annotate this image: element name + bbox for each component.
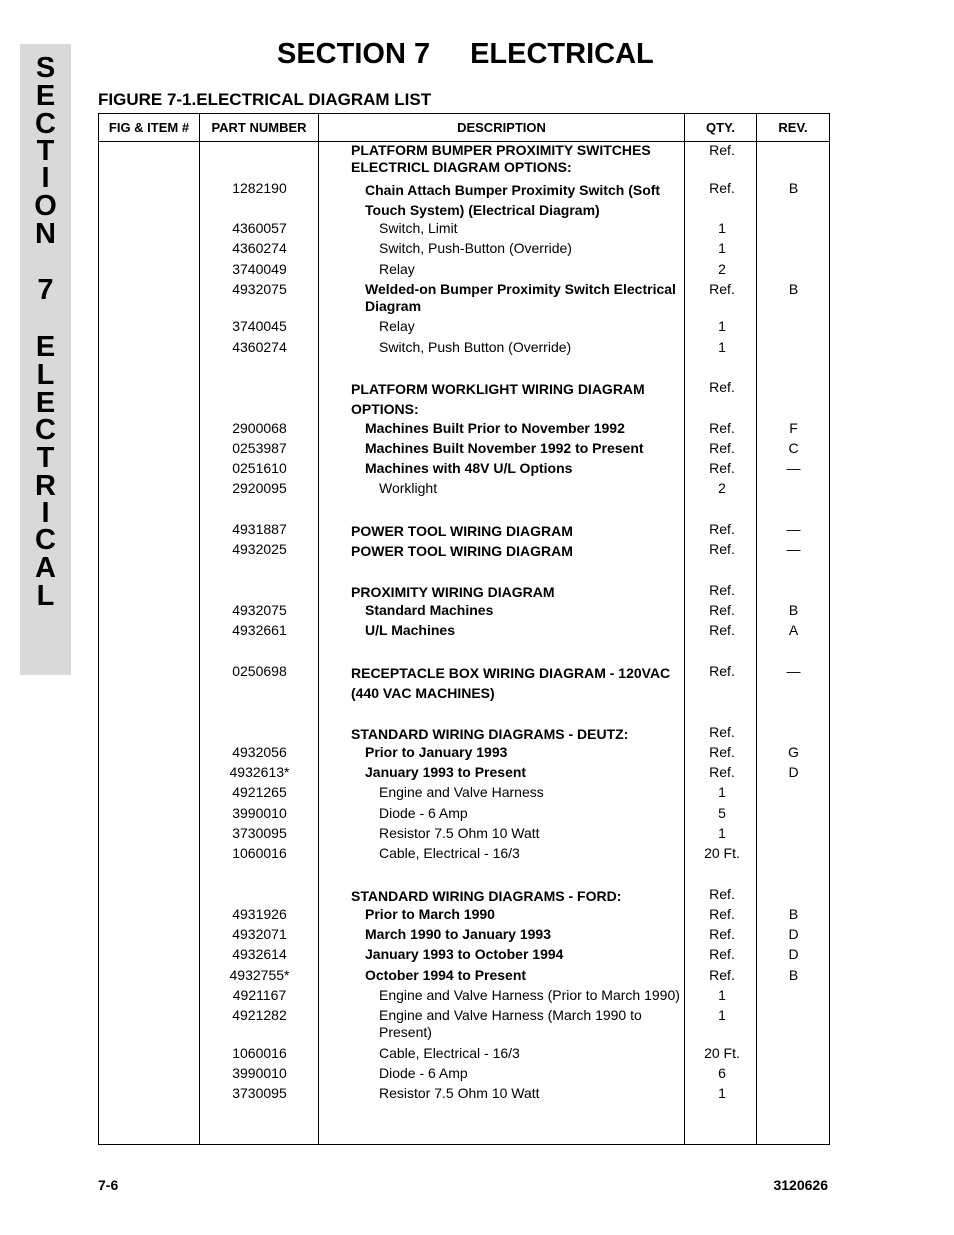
description-cell: Diode - 6 Amp [379,805,468,821]
qty-cell: Ref. [709,946,735,962]
section-side-tab [20,44,71,675]
side-tab-letter: O [34,190,57,222]
description-cell: Prior to March 1990 [365,906,495,922]
side-tab-letter: I [41,497,50,529]
part-number-cell: 1060016 [232,1045,287,1061]
part-number-cell: 4932613* [229,764,290,780]
qty-cell: Ref. [709,582,735,598]
description-cell: PROXIMITY WIRING DIAGRAM [351,584,555,600]
part-number-cell: 4931887 [232,521,287,537]
description-cell: Welded-on Bumper Proximity Switch Electrical Diagram [365,281,676,314]
side-tab-letter: E [35,387,56,419]
qty-cell: 1 [718,1085,726,1101]
part-number-cell: 0250698 [232,663,287,679]
part-number-cell: 3740045 [232,318,287,334]
description-cell: Resistor 7.5 Ohm 10 Watt [379,1085,540,1101]
qty-cell: Ref. [709,744,735,760]
description-cell: Switch, Limit [379,220,458,236]
page-title [277,38,654,71]
qty-cell: Ref. [709,142,735,158]
part-number-cell: 4932755* [229,967,290,983]
qty-cell: Ref. [709,663,735,679]
part-number-cell: 3990010 [232,1065,287,1081]
part-number-cell: 4931926 [232,906,287,922]
figure-title: FIGURE 7-1.ELECTRICAL DIAGRAM LIST [98,90,432,109]
description-cell: Machines Built Prior to November 1992 [365,420,625,436]
rev-cell: D [788,946,799,962]
side-tab-letter: C [35,524,56,556]
rev-cell: D [788,764,799,780]
description-cell: March 1990 to January 1993 [365,926,551,942]
qty-cell: Ref. [709,440,735,456]
qty-cell: Ref. [709,460,735,476]
qty-cell: Ref. [709,602,735,618]
qty-cell: 1 [718,825,726,841]
rev-cell: — [786,663,801,679]
part-number-cell: 3740049 [232,261,287,277]
description-cell: Prior to January 1993 [365,744,508,760]
part-number-cell: 4932661 [232,622,287,638]
rev-cell: — [786,521,801,537]
description-cell: Machines Built November 1992 to Present [365,440,644,456]
part-number-cell: 4932056 [232,744,287,760]
qty-cell: Ref. [709,521,735,537]
qty-cell: Ref. [709,967,735,983]
description-cell: Resistor 7.5 Ohm 10 Watt [379,825,540,841]
description-cell: POWER TOOL WIRING DIAGRAM [351,543,573,559]
part-number-cell: 3730095 [232,1085,287,1101]
rev-cell: F [789,420,798,436]
description-cell: Cable, Electrical - 16/3 [379,845,520,861]
column-header-part-number: PART NUMBER [211,120,307,135]
column-header-rev: REV. [778,120,808,135]
column-header-qty: QTY. [706,120,735,135]
description-cell: Diode - 6 Amp [379,1065,468,1081]
description-cell: January 1993 to October 1994 [365,946,564,962]
side-tab-letter: 7 [37,274,54,306]
qty-cell: Ref. [709,180,735,196]
qty-cell: Ref. [709,281,735,297]
part-number-cell: 4932071 [232,926,287,942]
side-tab-letter: C [35,108,56,140]
part-number-cell: 4932025 [232,541,287,557]
description-cell: RECEPTACLE BOX WIRING DIAGRAM - 120VAC (440 VAC MACHINES) [351,665,671,701]
part-number-cell: 4360274 [232,339,287,355]
qty-cell: 2 [718,480,726,496]
qty-cell: Ref. [709,379,735,395]
part-number-cell: 4932075 [232,602,287,618]
rev-cell: B [788,180,799,196]
qty-cell: 1 [718,240,726,256]
qty-cell: 1 [718,220,726,236]
description-cell: PLATFORM BUMPER PROXIMITY SWITCHES ELECTRICL DIAGRAM OPTIONS: [351,142,651,175]
description-cell: PLATFORM WORKLIGHT WIRING DIAGRAM OPTIONS: [351,381,645,417]
qty-cell: Ref. [709,764,735,780]
part-number-cell: 4932614 [232,946,287,962]
part-number-cell: 1282190 [232,180,287,196]
part-number-cell: 4921282 [232,1007,287,1023]
description-cell: Engine and Valve Harness (March 1990 to Present) [379,1007,642,1040]
rev-cell: B [788,906,799,922]
description-cell: POWER TOOL WIRING DIAGRAM [351,523,573,539]
part-number-cell: 4360057 [232,220,287,236]
description-cell: October 1994 to Present [365,967,527,983]
qty-cell: 5 [718,805,726,821]
qty-cell: 1 [718,318,726,334]
description-cell: Switch, Push-Button (Override) [379,240,572,256]
description-cell: Chain Attach Bumper Proximity Switch (Soft Touch System) (Electrical Diagram) [365,182,661,218]
side-tab-letter: E [35,80,56,112]
part-number-cell: 2920095 [232,480,287,496]
document-number: 3120626 [773,1177,828,1193]
section-label: SECTION 7 [277,38,431,70]
qty-cell: 2 [718,261,726,277]
qty-cell: 1 [718,339,726,355]
side-tab-letter: S [35,52,56,84]
qty-cell: 1 [718,1007,726,1023]
part-number-cell: 0251610 [232,460,287,476]
description-cell: Switch, Push Button (Override) [379,339,572,355]
qty-cell: 20 Ft. [704,845,740,861]
side-tab-letter: E [35,331,56,363]
column-header-fig-item: FIG & ITEM # [108,120,190,135]
qty-cell: 20 Ft. [704,1045,740,1061]
rev-cell: — [786,460,801,476]
description-cell: Relay [379,318,415,334]
rev-cell: B [788,602,799,618]
description-cell: Engine and Valve Harness (Prior to March 1990) [379,987,680,1003]
description-cell: Cable, Electrical - 16/3 [379,1045,520,1061]
qty-cell: Ref. [709,420,735,436]
description-cell: Worklight [379,480,438,496]
part-number-cell: 4932075 [232,281,287,297]
part-number-cell: 3730095 [232,825,287,841]
section-name: ELECTRICAL [470,38,654,70]
qty-cell: Ref. [709,541,735,557]
part-number-cell: 4921265 [232,784,287,800]
qty-cell: Ref. [709,926,735,942]
side-tab-letter: A [35,552,56,584]
description-cell: Engine and Valve Harness [379,784,544,800]
side-tab-letter: C [35,414,56,446]
side-tab-letter: L [36,580,55,612]
side-tab-letter: L [36,359,55,391]
rev-cell: G [788,744,799,760]
description-cell: Relay [379,261,415,277]
part-number-cell: 4921167 [232,987,287,1003]
part-number-cell: 4360274 [232,240,287,256]
qty-cell: Ref. [709,886,735,902]
qty-cell: Ref. [709,622,735,638]
rev-cell: C [788,440,799,456]
qty-cell: 1 [718,987,726,1003]
rev-cell: D [788,926,799,942]
side-tab-letter: T [36,135,55,167]
part-number-cell: 0253987 [232,440,287,456]
part-number-cell: 1060016 [232,845,287,861]
qty-cell: 1 [718,784,726,800]
column-header-description: DESCRIPTION [457,120,546,135]
description-cell: STANDARD WIRING DIAGRAMS - DEUTZ: [351,726,629,742]
column-divider [684,114,685,1144]
side-tab-letter: I [41,162,50,194]
description-cell: STANDARD WIRING DIAGRAMS - FORD: [351,888,622,904]
side-tab-letter: R [35,470,56,502]
side-tab-letter: T [36,442,55,474]
rev-cell: — [786,541,801,557]
rev-cell: A [788,622,799,638]
description-cell: Standard Machines [365,602,494,618]
qty-cell: 6 [718,1065,726,1081]
rev-cell: B [788,281,799,297]
description-cell: Machines with 48V U/L Options [365,460,573,476]
description-cell: January 1993 to Present [365,764,527,780]
electrical-diagram-table [98,113,830,1145]
rev-cell: B [788,967,799,983]
part-number-cell: 3990010 [232,805,287,821]
side-tab-letter: N [35,218,56,250]
part-number-cell: 2900068 [232,420,287,436]
qty-cell: Ref. [709,724,735,740]
description-cell: U/L Machines [365,622,455,638]
page-number: 7-6 [98,1177,119,1193]
qty-cell: Ref. [709,906,735,922]
